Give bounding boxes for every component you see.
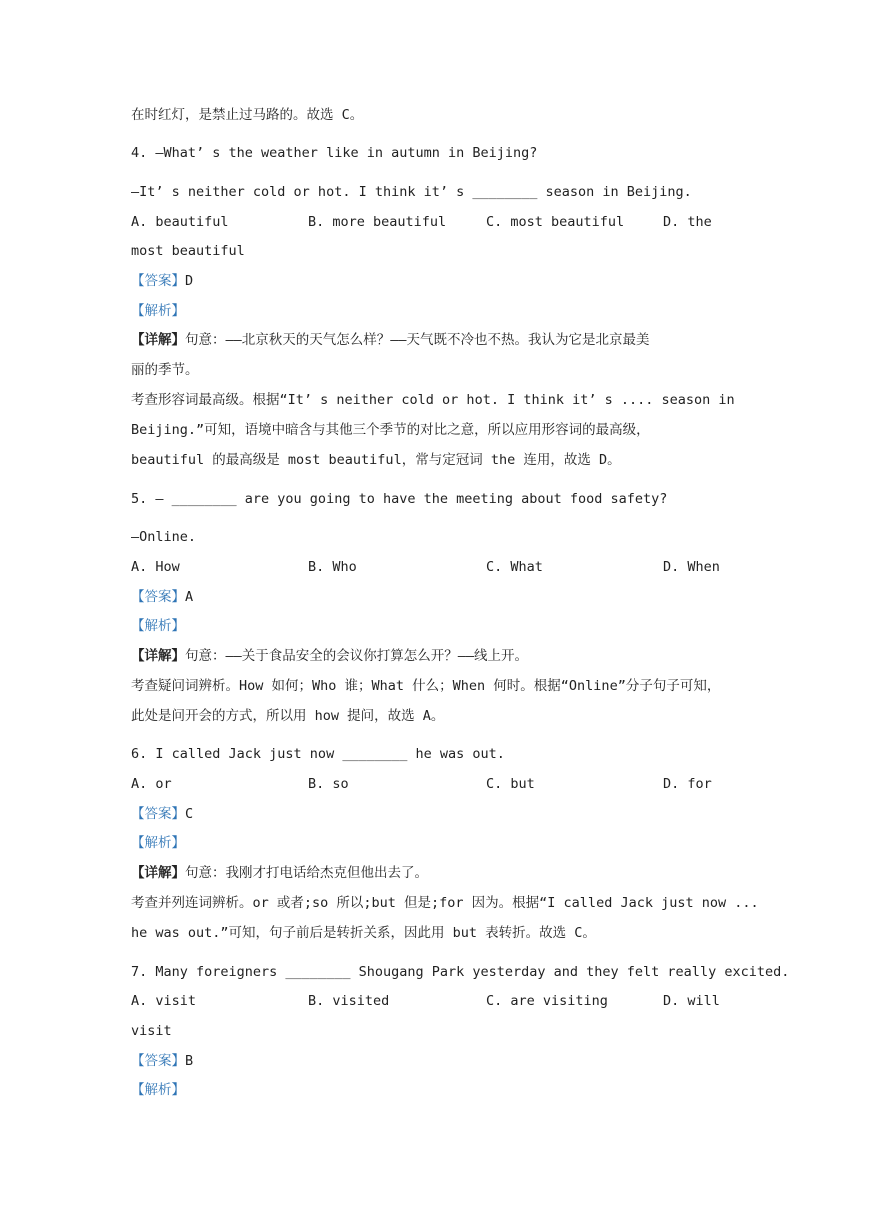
explanation-line: 此处是问开会的方式，所以用 how 提问，故选 A。 [131, 708, 445, 724]
question-4-stem: 4. —What’ s the weather like in autumn in Beijing? [131, 145, 538, 161]
detail-tag: 【详解】 [131, 865, 185, 881]
answer-value: B [185, 1053, 194, 1069]
question-7-options [131, 991, 741, 1011]
option-b: B. so [308, 776, 349, 792]
question-6-options [131, 774, 741, 794]
answer-line [131, 804, 741, 824]
question-5-reply: —Online. [131, 529, 197, 545]
explanation-line: beautiful 的最高级是 most beautiful，常与定冠词 the 连用，故选 D。 [131, 452, 621, 468]
option-a: A. visit [131, 993, 197, 1009]
answer-tag: 【答案】 [131, 806, 185, 822]
question-4-options [131, 212, 741, 232]
question-6-stem: 6. I called Jack just now ________ he was out. [131, 746, 505, 762]
option-a: A. beautiful [131, 214, 229, 230]
detail-text: 句意：——北京秋天的天气怎么样？——天气既不冷也不热。我认为它是北京最美 [185, 332, 650, 348]
explanation-line: he was out.”可知，句子前后是转折关系，因此用 but 表转折。故选 C。 [131, 925, 596, 941]
answer-line [131, 587, 741, 607]
answer-value: C [185, 806, 194, 822]
option-d: D. will [663, 993, 720, 1009]
explanation-line: 考查并列连词辨析。or 或者;so 所以;but 但是;for 因为。根据“I called Jack just now ... [131, 895, 759, 911]
option-d-continued: most beautiful [131, 243, 245, 259]
option-c: C. What [486, 559, 543, 575]
answer-tag: 【答案】 [131, 589, 185, 605]
answer-line [131, 271, 741, 291]
option-d: D. the [663, 214, 712, 230]
option-b: B. visited [308, 993, 390, 1009]
answer-tag: 【答案】 [131, 1053, 185, 1069]
explanation-line: 考查形容词最高级。根据“It’ s neither cold or hot. I think it’ s .... season in [131, 392, 735, 408]
option-c: C. most beautiful [486, 214, 625, 230]
option-b: B. more beautiful [308, 214, 447, 230]
option-d: D. for [663, 776, 712, 792]
detail-tag: 【详解】 [131, 332, 185, 348]
option-b: B. Who [308, 559, 357, 575]
analysis-tag: 【解析】 [131, 835, 185, 851]
explanation-line: Beijing.”可知，语境中暗含与其他三个季节的对比之意，所以应用形容词的最高级， [131, 422, 650, 438]
detail-line [131, 863, 741, 883]
option-d: D. When [663, 559, 720, 575]
answer-value: A [185, 589, 194, 605]
option-a: A. or [131, 776, 172, 792]
option-a: A. How [131, 559, 180, 575]
analysis-tag: 【解析】 [131, 303, 185, 319]
detail-text: 句意：——关于食品安全的会议你打算怎么开？——线上开。 [185, 648, 529, 664]
detail-text: 句意：我刚才打电话给杰克但他出去了。 [185, 865, 428, 881]
analysis-tag: 【解析】 [131, 618, 185, 634]
text-line: 在时红灯，是禁止过马路的。故选 C。 [131, 107, 364, 123]
answer-value: D [185, 273, 194, 289]
detail-line [131, 646, 741, 666]
question-7-stem: 7. Many foreigners ________ Shougang Park yesterday and they felt really excited. [131, 964, 790, 980]
explanation-line: 考查疑问词辨析。How 如何；Who 谁；What 什么；When 何时。根据“Online”分子句子可知， [131, 678, 721, 694]
analysis-tag: 【解析】 [131, 1082, 185, 1098]
detail-text-cont: 丽的季节。 [131, 362, 199, 378]
detail-line [131, 330, 741, 350]
answer-line [131, 1051, 741, 1071]
question-5-stem: 5. — ________ are you going to have the meeting about food safety? [131, 491, 668, 507]
option-c: C. but [486, 776, 535, 792]
option-c: C. are visiting [486, 993, 608, 1009]
question-5-options [131, 557, 741, 577]
answer-tag: 【答案】 [131, 273, 185, 289]
question-4-reply: —It’ s neither cold or hot. I think it’ s ________ season in Beijing. [131, 184, 692, 200]
option-d-continued: visit [131, 1023, 172, 1039]
detail-tag: 【详解】 [131, 648, 185, 664]
